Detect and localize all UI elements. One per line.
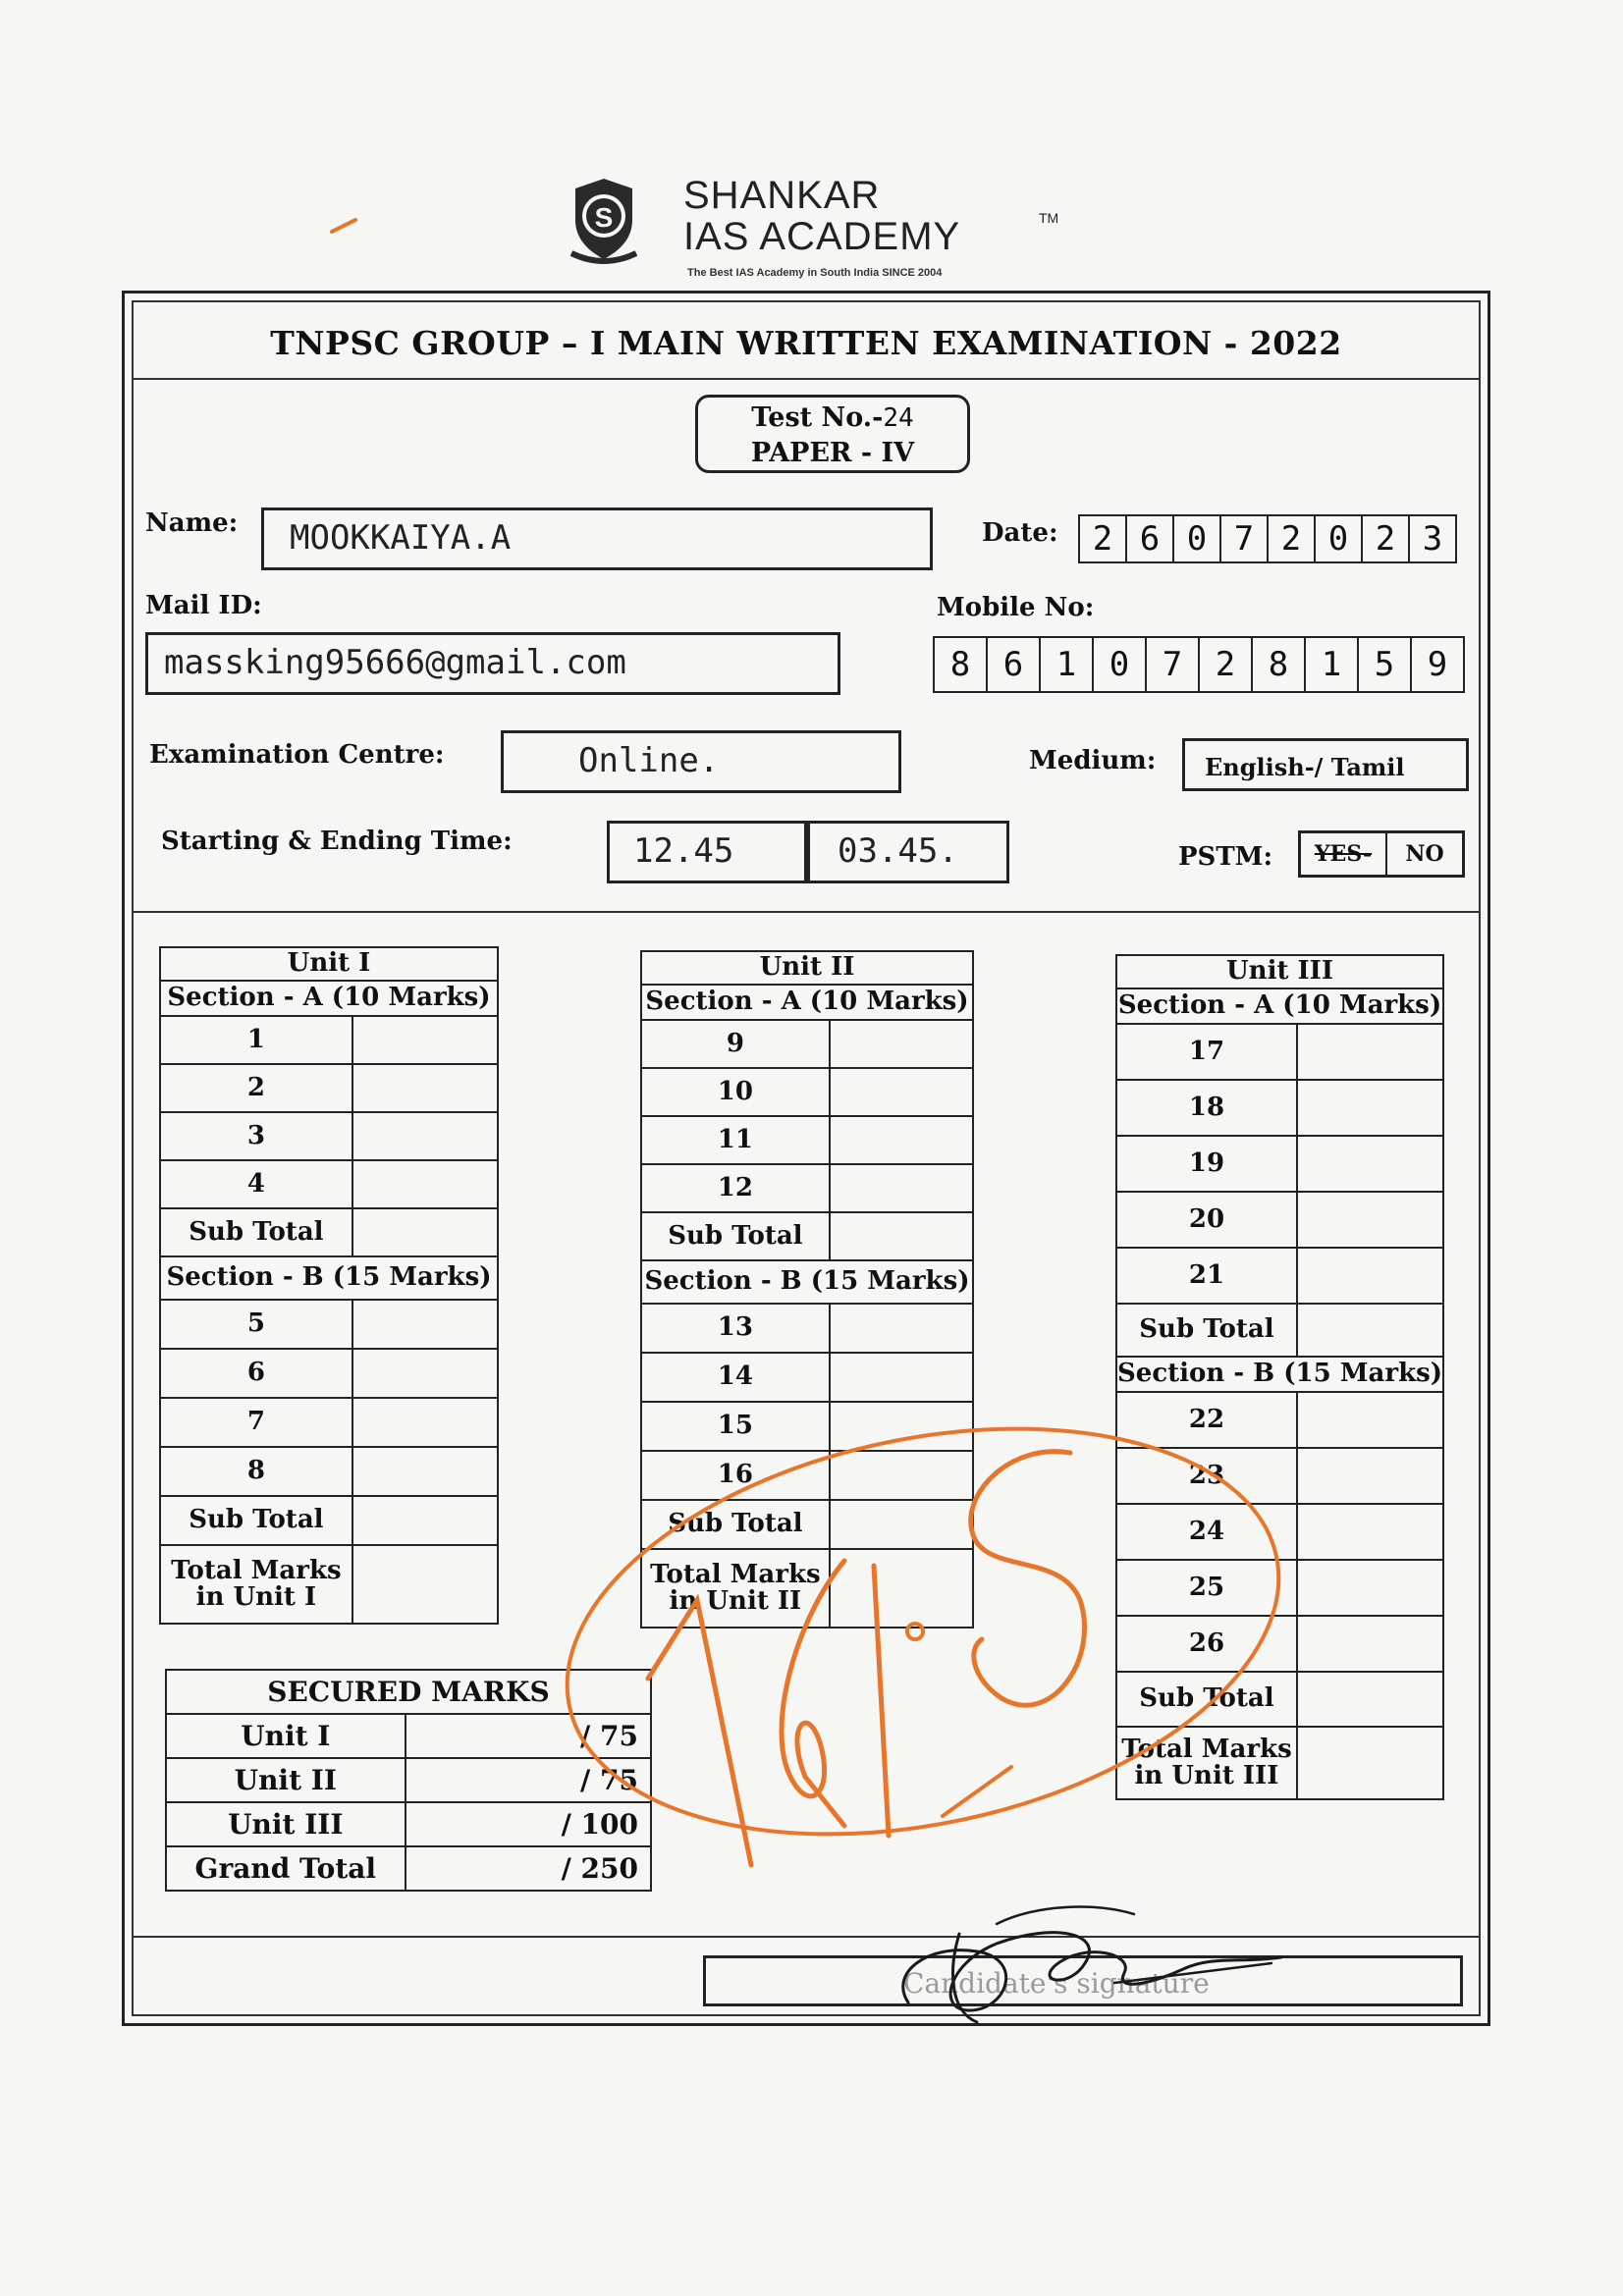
marks-cell[interactable]: [830, 1020, 973, 1068]
total-line-1: Total Marks: [171, 1555, 342, 1585]
marks-cell[interactable]: [1297, 1504, 1443, 1560]
mail-field[interactable]: [145, 632, 840, 695]
digit-box[interactable]: 1: [1304, 636, 1359, 693]
question-number: 12: [641, 1164, 830, 1212]
marks-cell[interactable]: [830, 1068, 973, 1116]
unit-3-section-a-header: Section - A (10 Marks): [1116, 988, 1443, 1024]
question-number: 17: [1116, 1024, 1297, 1080]
unit-2-header: Unit II: [641, 951, 973, 985]
start-time-value: 12.45: [633, 831, 734, 871]
unit-1-marks-table: [159, 946, 499, 1625]
marks-cell[interactable]: [830, 1116, 973, 1164]
marks-cell[interactable]: [352, 1208, 498, 1256]
pstm-label: PSTM:: [1178, 842, 1273, 872]
question-number: 16: [641, 1451, 830, 1500]
total-line-2: in Unit III: [1134, 1761, 1279, 1790]
marks-cell[interactable]: [352, 1447, 498, 1496]
question-number: 24: [1116, 1504, 1297, 1560]
digit-box[interactable]: 6: [1125, 514, 1174, 563]
question-number: 26: [1116, 1616, 1297, 1672]
marks-cell[interactable]: [1297, 1080, 1443, 1136]
marks-cell[interactable]: [1297, 1392, 1443, 1448]
time-label: Starting & Ending Time:: [161, 827, 513, 856]
marks-cell[interactable]: [1297, 1672, 1443, 1727]
unit-2-section-b-header: Section - B (15 Marks): [641, 1260, 973, 1304]
end-time-value: 03.45.: [838, 831, 958, 871]
marks-cell[interactable]: [352, 1300, 498, 1349]
marks-cell[interactable]: [352, 1349, 498, 1398]
brand-tagline: The Best IAS Academy in South India SINCE 2004: [687, 267, 943, 279]
total-line-2: in Unit I: [195, 1582, 317, 1612]
evaluator-score-annotation: [550, 1404, 1296, 1914]
question-number: 19: [1116, 1136, 1297, 1192]
pstm-no-option[interactable]: NO: [1405, 841, 1444, 867]
unit-1-header: Unit I: [160, 947, 498, 981]
secured-row-label: Grand Total: [166, 1846, 406, 1891]
marks-cell[interactable]: [1297, 1136, 1443, 1192]
sub-total-label: Sub Total: [160, 1496, 352, 1545]
medium-field[interactable]: [1182, 738, 1469, 791]
unit-1-section-b-header: Section - B (15 Marks): [160, 1256, 498, 1300]
marks-cell[interactable]: [352, 1064, 498, 1112]
question-number: 3: [160, 1112, 352, 1160]
secured-row-label: Unit III: [166, 1802, 406, 1846]
marks-cell[interactable]: [830, 1304, 973, 1353]
score-annotation-text: 14.5: [550, 1404, 553, 1405]
centre-label: Examination Centre:: [149, 740, 445, 770]
paper-label: PAPER - IV: [750, 438, 915, 468]
unit-2-section-a-header: Section - A (10 Marks): [641, 985, 973, 1020]
secured-row-max[interactable]: / 250: [406, 1846, 651, 1891]
date-digit-boxes[interactable]: [1078, 514, 1455, 563]
section-divider: [134, 911, 1479, 913]
digit-box[interactable]: 2: [1267, 514, 1316, 563]
candidate-signature-ink: [889, 1895, 1301, 2032]
trademark-mark: TM: [1039, 210, 1059, 226]
pstm-field[interactable]: [1298, 830, 1465, 878]
digit-box[interactable]: 0: [1172, 514, 1221, 563]
svg-text:S: S: [594, 202, 614, 233]
question-number: 14: [641, 1353, 830, 1402]
mail-label: Mail ID:: [145, 591, 262, 620]
digit-box[interactable]: 3: [1408, 514, 1457, 563]
unit-3-section-b-header: Section - B (15 Marks): [1116, 1357, 1443, 1392]
marks-cell[interactable]: [1297, 1024, 1443, 1080]
digit-box[interactable]: 7: [1219, 514, 1269, 563]
marks-cell[interactable]: [352, 1496, 498, 1545]
name-value: MOOKKAIYA.A: [290, 518, 512, 558]
marks-cell[interactable]: [1297, 1304, 1443, 1357]
question-number: 10: [641, 1068, 830, 1116]
sub-total-label: Sub Total: [160, 1208, 352, 1256]
secured-marks-title: SECURED MARKS: [166, 1670, 651, 1714]
digit-box[interactable]: 0: [1092, 636, 1147, 693]
marks-cell[interactable]: [830, 1212, 973, 1260]
digit-box[interactable]: 1: [1039, 636, 1094, 693]
question-number: 22: [1116, 1392, 1297, 1448]
title-divider: [134, 378, 1479, 380]
question-number: 6: [160, 1349, 352, 1398]
marks-cell[interactable]: [352, 1016, 498, 1064]
question-number: 21: [1116, 1248, 1297, 1304]
mail-value: massking95666@gmail.com: [164, 643, 626, 682]
medium-value: English-/ Tamil: [1205, 753, 1405, 781]
secured-row-max[interactable]: / 75: [406, 1758, 651, 1802]
question-number: 15: [641, 1402, 830, 1451]
secured-row-max[interactable]: / 100: [406, 1802, 651, 1846]
unit-3-header: Unit III: [1116, 955, 1443, 988]
question-number: 13: [641, 1304, 830, 1353]
digit-box[interactable]: 8: [1251, 636, 1306, 693]
test-number-box: [695, 395, 970, 473]
question-number: 9: [641, 1020, 830, 1068]
question-number: 7: [160, 1398, 352, 1447]
question-number: 25: [1116, 1560, 1297, 1616]
question-number: 18: [1116, 1080, 1297, 1136]
centre-value: Online.: [578, 741, 720, 780]
secured-row-label: Unit I: [166, 1714, 406, 1758]
secured-row-label: Unit II: [166, 1758, 406, 1802]
brand-name: [683, 175, 960, 257]
marks-cell[interactable]: [830, 1353, 973, 1402]
digit-box[interactable]: 2: [1078, 514, 1127, 563]
digit-box[interactable]: 9: [1410, 636, 1465, 693]
digit-box[interactable]: 5: [1357, 636, 1412, 693]
total-line-2: in Unit II: [669, 1586, 802, 1616]
question-number: 2: [160, 1064, 352, 1112]
signature-label: Candidate's signature: [903, 1967, 1210, 2000]
marks-cell[interactable]: [1297, 1616, 1443, 1672]
digit-box[interactable]: 8: [933, 636, 988, 693]
sub-total-label: Sub Total: [1116, 1304, 1297, 1357]
pen-tick-mark: [330, 216, 359, 236]
test-no-value: 24: [883, 403, 914, 433]
marks-cell[interactable]: [1297, 1727, 1443, 1799]
exam-title: TNPSC GROUP – I MAIN WRITTEN EXAMINATION - 2022: [270, 324, 1342, 362]
total-line-1: Total Marks: [650, 1559, 821, 1589]
secured-row-max[interactable]: / 75: [406, 1714, 651, 1758]
marks-cell[interactable]: [1297, 1248, 1443, 1304]
end-time-field[interactable]: [807, 821, 1009, 883]
marks-cell[interactable]: [830, 1164, 973, 1212]
name-field[interactable]: [261, 507, 933, 570]
mobile-label: Mobile No:: [937, 593, 1095, 622]
question-number: 11: [641, 1116, 830, 1164]
unit-total-label: [160, 1545, 352, 1624]
academy-logo-shield-icon: [568, 175, 640, 267]
start-time-field[interactable]: [607, 821, 807, 883]
medium-label: Medium:: [1029, 746, 1157, 775]
question-number: 4: [160, 1160, 352, 1208]
marks-cell[interactable]: [1297, 1448, 1443, 1504]
digit-box[interactable]: 2: [1361, 514, 1410, 563]
pstm-yes-option[interactable]: YES-: [1301, 833, 1387, 875]
sub-total-label: Sub Total: [641, 1500, 830, 1549]
date-label: Date:: [982, 518, 1058, 548]
marks-cell[interactable]: [1297, 1560, 1443, 1616]
sub-total-label: Sub Total: [641, 1212, 830, 1260]
sub-total-label: Sub Total: [1116, 1672, 1297, 1727]
mobile-digit-boxes[interactable]: [933, 636, 1463, 693]
digit-box[interactable]: 7: [1145, 636, 1200, 693]
test-no-label: Test No.-: [751, 402, 884, 433]
question-number: 20: [1116, 1192, 1297, 1248]
question-number: 1: [160, 1016, 352, 1064]
digit-box[interactable]: 0: [1314, 514, 1363, 563]
digit-box[interactable]: 2: [1198, 636, 1253, 693]
brand-name-line-1: SHANKAR: [683, 174, 881, 217]
question-number: 23: [1116, 1448, 1297, 1504]
unit-1-section-a-header: Section - A (10 Marks): [160, 981, 498, 1016]
marks-cell[interactable]: [352, 1160, 498, 1208]
centre-field[interactable]: [501, 730, 901, 793]
question-number: 8: [160, 1447, 352, 1496]
total-line-1: Total Marks: [1121, 1734, 1292, 1764]
marks-cell[interactable]: [1297, 1192, 1443, 1248]
digit-box[interactable]: 6: [986, 636, 1041, 693]
marks-cell[interactable]: [352, 1112, 498, 1160]
name-label: Name:: [145, 508, 239, 538]
question-number: 5: [160, 1300, 352, 1349]
brand-name-line-2: IAS ACADEMY: [683, 215, 961, 258]
marks-cell[interactable]: [352, 1398, 498, 1447]
marks-cell[interactable]: [352, 1545, 498, 1624]
